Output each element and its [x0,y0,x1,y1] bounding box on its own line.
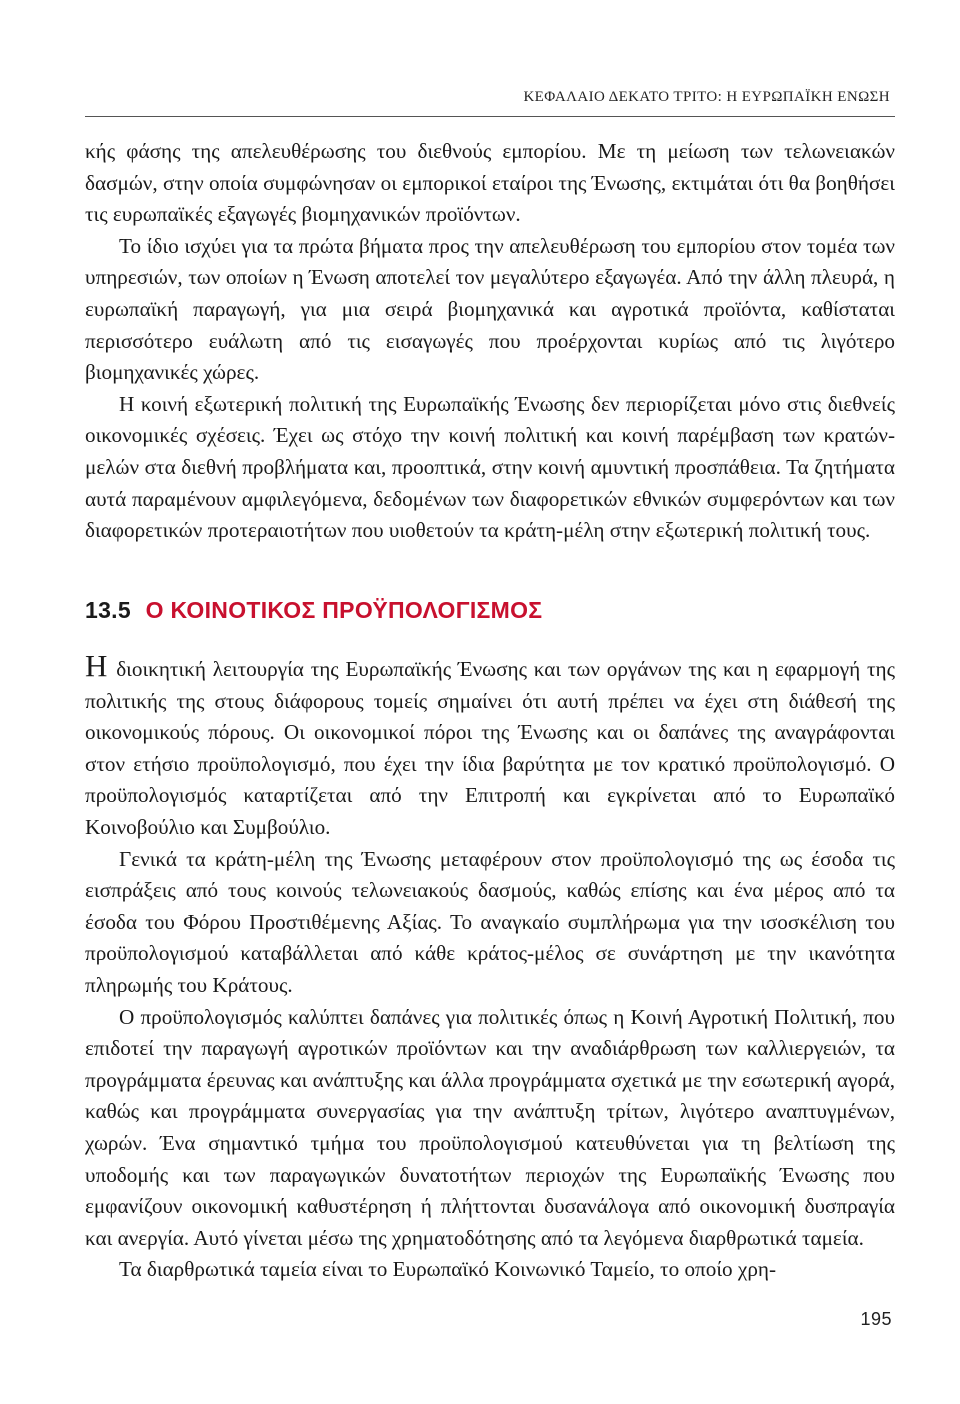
header-rule [85,116,895,117]
paragraph [85,648,895,844]
paragraph: Η κοινή εξωτερική πολιτική της Ευρωπαϊκής Ένωσης δεν περιορίζεται μόνο στις διεθνείς οικονομικές σχέσεις. Έχει ως στόχο την κοινή πολιτική και κοινή παρέμβαση των κρατών-μελών στα διεθνή προβλήματα και, προοπτικά, στην κοινή αμυντική προσπάθεια. Τα ζητήματα αυτά παραμένουν αμφιλεγόμενα, δεδομένων των διαφορετικών εθνικών συμφερόντων και των διαφορετικών προτεραιοτήτων που υιοθετούν τα κράτη-μέλη στην εξωτερική πολιτική τους. [85,391,895,543]
section-number: 13.5 [85,597,131,623]
running-header: ΚΕΦΑΛΑΙΟ ΔΕΚΑΤΟ ΤΡΙΤΟ: Η ΕΥΡΩΠΑΪΚΗ ΕΝΩΣΗ [523,89,890,105]
paragraph: Το ίδιο ισχύει για τα πρώτα βήματα προς την απελευθέρωση του εμπορίου στον τομέα των υπηρεσιών, των οποίων η Ένωση αποτελεί τον μεγαλύτερο εξαγωγέα. Από την άλλη πλευρά, η ευρωπαϊκή παραγωγή, για μια σειρά βιομηχανικά και αγροτικά προϊόντα, καθίσταται περισσότερο ευάλωτη από τις εισαγωγές που προέρχονται κυρίως από τις λιγότερο βιομηχανικές χώρες. [85,233,895,385]
section-text [85,648,895,1286]
paragraph: κής φάσης της απελευθέρωσης του διεθνούς εμπορίου. Με τη μείωση των τελωνειακών δασμών, στην οποία συμφώνησαν οι εμπορικοί εταίροι της Ένωσης, εκτιμάται ότι θα βοηθήσει τις ευρωπαϊκές εξαγωγές βιομηχανικών προϊόντων. [85,139,895,227]
page-number: 195 [860,1309,892,1329]
paragraph: Γενικά τα κράτη-μέλη της Ένωσης μεταφέρουν στον προϋπολογισμό της ως έσοδα τις εισπράξεις από τους κοινούς τελωνειακούς δασμούς, καθώς επίσης και ένα μέρος από τα έσοδα του Φόρου Προστιθέμενης Αξίας. Το αναγκαίο συμπλήρωμα για την ισοσκέλιση του προϋπολογισμού καταβάλλεται από κάθε κράτος-μέλος σε συνάρτηση με την ικανότητα πληρωμής του Κράτους. [85,846,895,997]
drop-cap: Η [85,648,108,683]
section-title: Ο ΚΟΙΝΟΤΙΚΟΣ ΠΡΟΫΠΟΛΟΓΙΣΜΟΣ [145,597,543,623]
section-heading [85,597,542,624]
paragraph: Τα διαρθρωτικά ταμεία είναι το Ευρωπαϊκό Κοινωνικό Ταμείο, το οποίο χρη- [119,1257,777,1282]
intro-text [85,136,895,547]
paragraph-body: διοικητική λειτουργία της Ευρωπαϊκής Ένωσης και των οργάνων της και η εφαρμογή της πολιτικής της στους διάφορους τομείς σημαίνει ότι αυτή πρέπει να έχει στη διάθεσή της οικονομικούς πόρους. Οι οικονομικοί πόροι της Ένωσης και οι δαπάνες της αναγράφονται στον ετήσιο προϋπολογισμό, που έχει την ίδια βαρύτητα με τον κρατικό προϋπολογισμό. Ο προϋπολογισμός καταρτίζεται από την Επιτροπή και εγκρίνεται από το Ευρωπαϊκό Κοινοβούλιο και Συμβούλιο. [85,657,895,839]
paragraph: Ο προϋπολογισμός καλύπτει δαπάνες για πολιτικές όπως η Κοινή Αγροτική Πολιτική, που επιδοτεί την παραγωγή αγροτικών προϊόντων και την αναδιάρθρωση των καλλιεργειών, τα προγράμματα έρευνας και ανάπτυξης και άλλα προγράμματα σχετικά με την εσωτερική αγορά, καθώς και προγράμματα συνεργασίας για την ανάπτυξη τρίτων, λιγότερο αναπτυγμένων, χωρών. Ένα σημαντικό τμήμα του προϋπολογισμού κατευθύνεται για τη βελτίωση της υποδομής και των παραγωγικών δυνατοτήτων περιοχών της Ευρωπαϊκής Ένωσης που εμφανίζουν οικονομική καθυστέρηση ή πλήττονται δυσανάλογα από οικονομική δυσπραγία και ανεργία. Αυτό γίνεται μέσω της χρηματοδότησης από τα λεγόμενα διαρθρωτικά ταμεία. [85,1004,895,1250]
